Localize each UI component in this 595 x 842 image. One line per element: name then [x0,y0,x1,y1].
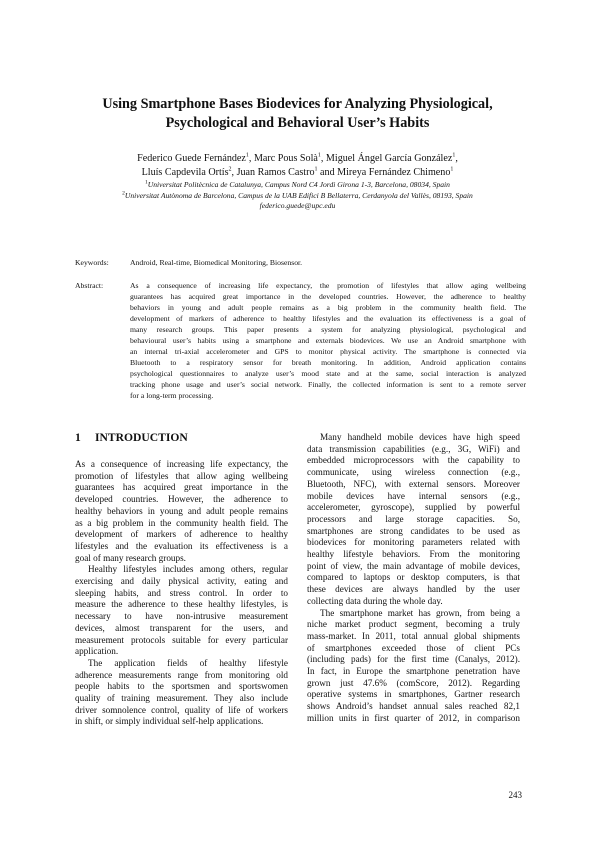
body-line: As a consequence of increasing life expectancy, the [75,459,288,469]
body-line: The application fields of healthy lifestyle [88,657,288,668]
author-list [60,152,535,180]
body-line: exercising and daily physical activity, eating and [75,576,288,587]
abstract-line: Bluetooth to a respiratory sensor for breath monitoring. In addition, Android application contains [130,358,526,367]
affiliation-2 [60,191,535,202]
body-line: In fact, in Europe the smartphone penetration have [307,666,520,677]
body-line: developed countries. However, the adherence to [75,494,288,505]
author-separator: , [455,153,458,164]
paper-title [60,95,535,133]
abstract-line: behaviors in young and adult people remains as a big problem in the community health field. The [130,303,526,312]
abstract-line: guarantees has acquired great importance in the developed countries. However, the adherence to healthy [130,292,526,301]
body-line: quality of training measurement. They also include [75,693,288,704]
affiliation-marker: 1 [452,152,456,159]
body-line: compared to laptops or desktop computers, is that [307,572,520,583]
abstract-line: for a long-term processing. [130,391,214,400]
body-line: shows Android’s handset annual sales reached 82,1 [307,701,520,712]
body-line: point of view, the main advantage of mobile devices, [307,560,520,571]
affiliation-marker: 1 [145,179,148,186]
body-line: million units in first quarter of 2012, in comparison [307,712,520,723]
body-line: collecting data during the whole day. [307,595,443,606]
affiliation-marker: 2 [122,189,125,196]
body-line: these devices are always handled by the user [307,584,520,595]
abstract-text [130,280,526,401]
body-line: biodevices for monitoring parameters related with [307,537,520,548]
author-name: and Mireya Fernández Chimeno [317,167,451,178]
abstract-line: psychological questionnaires to analyze user’s mood state and at the same, social interaction is analyzed [130,369,526,378]
author-name: , Miguel Ángel García González [320,153,453,164]
body-line: necessary to have non-intrusive measurement [75,611,288,622]
section-number: 1 [75,431,81,444]
body-line: grown just 47.6% (comScore, 2012). Regarding [307,677,520,688]
body-line: people habits to the sportsmen and sportswomen [75,681,288,692]
section-heading [75,430,188,445]
body-line: sleeping habits, and stress control. In order to [75,587,288,598]
author-name: Federico Guede Fernández [137,153,246,164]
body-line: promotion of lifestyles that allow aging wellbeing [75,470,288,481]
body-line: measure the adherence to these healthy lifestyles, is [75,599,288,610]
body-line: devices, almost transparent for the users, and [75,622,288,633]
affiliations [60,180,535,212]
body-line: development of markers of adherence to healthy [75,529,288,540]
affiliation-marker: 2 [228,166,232,173]
affiliation-marker: 1 [314,166,318,173]
body-line: as a big problem in the community health field. The [75,517,288,528]
body-line: (including pads) for the first time (Canalys, 2012). [307,654,520,665]
body-line: embedded microprocessors with the capability to [307,455,520,466]
page-number: 243 [508,790,522,800]
body-line: healthy behaviors in young and adult people remains [75,505,288,516]
left-column [75,459,288,728]
body-line: Healthy lifestyles includes among others, regular [88,564,288,575]
body-line: accelerometer, gyroscope), supplied by powerful [307,502,520,513]
body-line: operative systems in smartphones, Gartner research [307,689,520,700]
author-name: Lluís Capdevila Ortís [141,167,229,178]
body-line: processors and large storage capacities. So, [307,513,520,524]
title-line: Psychological and Behavioral User’s Habits [165,115,430,131]
affiliation-1 [60,180,535,191]
body-line: driver somnolence control, quality of life of workers [75,704,288,715]
body-line: healthy lifestyle behaviors. From the monitoring [307,549,520,560]
section-title: INTRODUCTION [95,431,188,444]
abstract-line: development of markers of adherence to healthy lifestyles and the evaluation its effectiveness is a goal of [130,314,526,323]
author-name: , Marc Pous Solà [248,153,318,164]
right-column [307,432,520,725]
body-line: measurement protocols suitable for every particular [75,634,288,645]
keywords-label: Keywords: [75,258,109,267]
affiliation-marker: 1 [245,152,249,159]
body-line: lifestyles and the evaluation its effectiveness is a [75,540,288,551]
body-line: in shift, or simply individual self-help applications. [75,716,264,727]
body-line: guarantees has acquired great importance in the [75,482,288,493]
abstract-line: many research groups. This paper presents a system for analyzing physiological, psychological and [130,325,526,334]
author-email: federico.guede@upc.edu [259,201,336,210]
author-line [60,152,535,166]
body-line: of smartphones exceeded those of client PCs [307,642,520,653]
body-line: application. [75,646,119,657]
author-line [60,166,535,180]
abstract-line: As a consequence of increasing life expectancy, the promotion of lifestyles that allow aging wellbeing [130,281,526,290]
abstract-line: an internal tri-axial accelerometer and GPS to monitor physical activity. The smartphone is connected via [130,347,526,356]
affiliation-marker: 1 [450,166,454,173]
body-line: mass-market. In 2011, total annual global shipments [307,630,520,641]
body-line: smartphones are strong candidates to be used as [307,525,520,536]
body-line: Many handheld mobile devices have high speed [320,432,520,442]
title-line: Using Smartphone Bases Biodevices for Analyzing Physiological, [102,96,493,112]
abstract-line: behavioural user’s habits using a smartphone and externals biodevices. We use an Android smartphone with [130,336,526,345]
body-line: mobile devices have internal sensors (e.g., [307,490,520,501]
body-line: data transmission capabilities (e.g., 3G, WiFi) and [307,443,520,454]
affiliation-text: Universitat Autònoma de Barcelona, Campus de la UAB Edifici B Bellaterra, Cerdanyola del Vallès, 08193, Spain [124,190,473,200]
abstract-label: Abstract: [75,281,104,290]
author-name: , Juan Ramos Castro [231,167,315,178]
body-line: goal of many research groups. [75,552,186,563]
affiliation-text: Universitat Politècnica de Catalunya, Campus Nord C4 Jordi Girona 1-3, Barcelona, 08034, Spain [147,180,450,189]
keywords-text: Android, Real-time, Biomedical Monitoring, Biosensor. [130,258,303,267]
abstract-line: tracking phone usage and user’s social network. Finally, the collected information is sent to a remote server [130,380,526,389]
affiliation-marker: 1 [317,152,321,159]
body-line: Bluetooth, NFC), with external sensors. Moreover [307,478,520,489]
body-line: The smartphone market has grown, from being a [320,607,520,618]
body-line: adherence measurements range from monitoring old [75,669,288,680]
body-line: communicate, using wireless connection (e.g., [307,467,520,478]
body-line: niche market product segment, becoming a truly [307,619,520,630]
